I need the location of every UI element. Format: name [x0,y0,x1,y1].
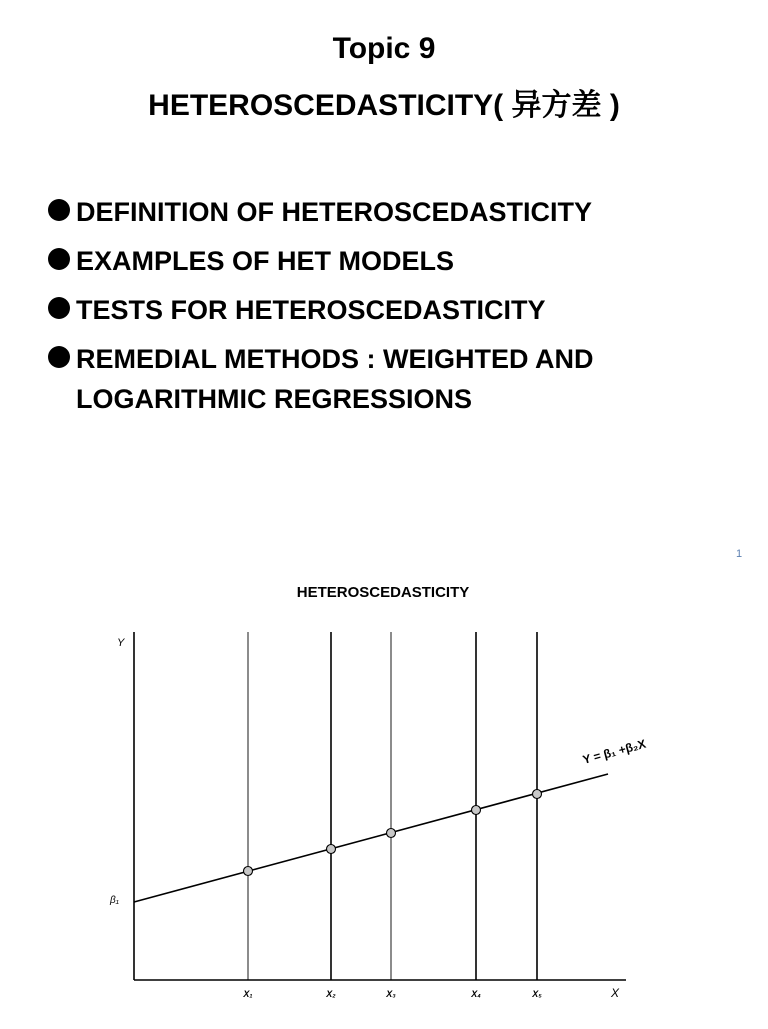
x-tick-label: X₄ [471,989,481,999]
slide-2 [0,560,768,1024]
bullet-dot-icon [48,248,70,270]
x-tick-label: X₁ [243,989,253,999]
point-x5 [533,790,542,799]
bullet-dot-icon [48,346,70,368]
slide-title-line-1: Topic 9 [332,32,436,65]
intercept-label: β₁ [110,895,119,906]
x-tick-label: X₅ [532,989,542,999]
bullet-text: REMEDIAL METHODS : WEIGHTED AND LOGARITHMIC REGRESSIONS [76,344,594,414]
bullet-text: TESTS FOR HETEROSCEDASTICITY [76,295,546,325]
bullet-text: EXAMPLES OF HET MODELS [76,246,455,276]
point-x1 [244,867,253,876]
bullet-item [48,290,748,330]
bullet-item [48,339,748,419]
x-tick-label: X₃ [386,989,396,999]
point-x2 [327,845,336,854]
point-x3 [387,829,396,838]
point-x4 [472,806,481,815]
heteroscedasticity-diagram [0,560,768,1024]
bullet-dot-icon [48,199,70,221]
slide-title-line-2: HETEROSCEDASTICITY( 异方差 ) [148,89,620,122]
bullet-text: DEFINITION OF HETEROSCEDASTICITY [76,197,593,227]
x-axis-label: X [611,986,620,1000]
y-axis-label: Y [117,637,125,649]
diagram-title: HETEROSCEDASTICITY [296,584,470,601]
regression-equation-label: Y = β₁ +β₂X [581,736,648,767]
bullet-item [48,241,748,281]
x-tick-label: X₂ [326,989,336,999]
bullet-dot-icon [48,297,70,319]
bullet-list [48,192,748,428]
page-number: 1 [736,548,743,560]
bullet-item [48,192,748,232]
